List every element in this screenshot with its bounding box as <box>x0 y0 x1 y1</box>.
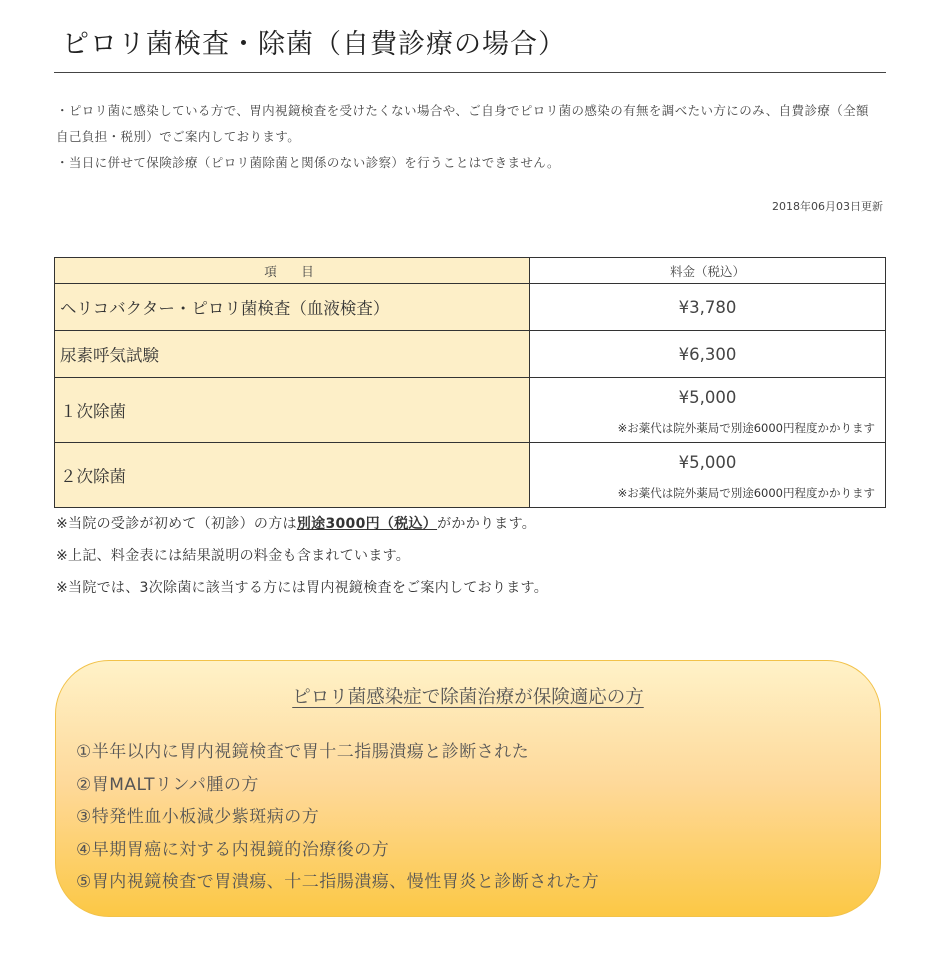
updated-date: 2018年06月03日更新 <box>772 200 883 213</box>
table-row <box>55 284 886 331</box>
table-row <box>55 378 886 443</box>
fee-price: ¥5,000 <box>678 388 737 407</box>
insurance-title: ピロリ菌感染症で除菌治療が保険適応の方 <box>292 687 644 708</box>
header-fee: 料金（税込） <box>530 258 886 284</box>
fee-cell <box>530 378 886 443</box>
insurance-list <box>76 736 599 899</box>
explanation-note: ※上記、料金表には結果説明の料金も含まれています。 <box>56 548 411 564</box>
insurance-box <box>55 660 881 917</box>
fee-price: ¥3,780 <box>530 284 886 331</box>
first-visit-post: がかかります。 <box>437 516 537 532</box>
list-item: ②胃MALTリンパ腫の方 <box>76 774 259 795</box>
first-visit-note <box>56 511 548 543</box>
intro-text <box>56 98 876 176</box>
fee-item-name: 尿素呼気試験 <box>55 331 530 378</box>
intro-line: ・ピロリ菌に感染している方で、胃内視鏡検査を受けたくない場合や、ご自身でピロリ菌の感染の有無を調べたい方にのみ、自費診療（全額自己負担・税別）でご案内しております。 <box>56 103 869 144</box>
fee-cell <box>530 443 886 508</box>
fee-note: ※お薬代は院外薬局で別途6000円程度かかります <box>617 421 875 435</box>
title-divider <box>54 72 886 73</box>
fee-note: ※お薬代は院外薬局で別途6000円程度かかります <box>617 486 875 500</box>
page-title: ピロリ菌検査・除菌（自費診療の場合） <box>62 29 566 60</box>
table-row <box>55 331 886 378</box>
list-item: ③特発性血小板減少紫斑病の方 <box>76 807 320 827</box>
fee-price: ¥6,300 <box>530 331 886 378</box>
fee-item-name: ヘリコバクター・ピロリ菌検査（血液検査） <box>55 284 530 331</box>
fee-price: ¥5,000 <box>678 453 737 472</box>
table-row <box>55 443 886 508</box>
fee-item-name: ２次除菌 <box>55 443 530 508</box>
intro-line: ・当日に併せて保険診療（ピロリ菌除菌と関係のない診察）を行うことはできません。 <box>56 155 560 170</box>
fee-table <box>54 257 886 508</box>
list-item: ⑤胃内視鏡検査で胃潰瘍、十二指腸潰瘍、慢性胃炎と診断された方 <box>76 872 600 892</box>
table-header-row <box>55 258 886 284</box>
list-item: ④早期胃癌に対する内視鏡的治療後の方 <box>76 839 390 860</box>
fee-item-name: １次除菌 <box>55 378 530 443</box>
fee-notes <box>56 511 548 607</box>
first-visit-pre: ※当院の受診が初めて（初診）の方は <box>56 516 297 532</box>
first-visit-fee: 別途3000円（税込） <box>296 516 438 532</box>
header-item: 項 目 <box>55 258 530 284</box>
list-item: ①半年以内に胃内視鏡検査で胃十二指腸潰瘍と診断された <box>76 742 530 762</box>
third-eradication-note: ※当院では、3次除菌に該当する方には胃内視鏡検査をご案内しております。 <box>56 580 549 596</box>
